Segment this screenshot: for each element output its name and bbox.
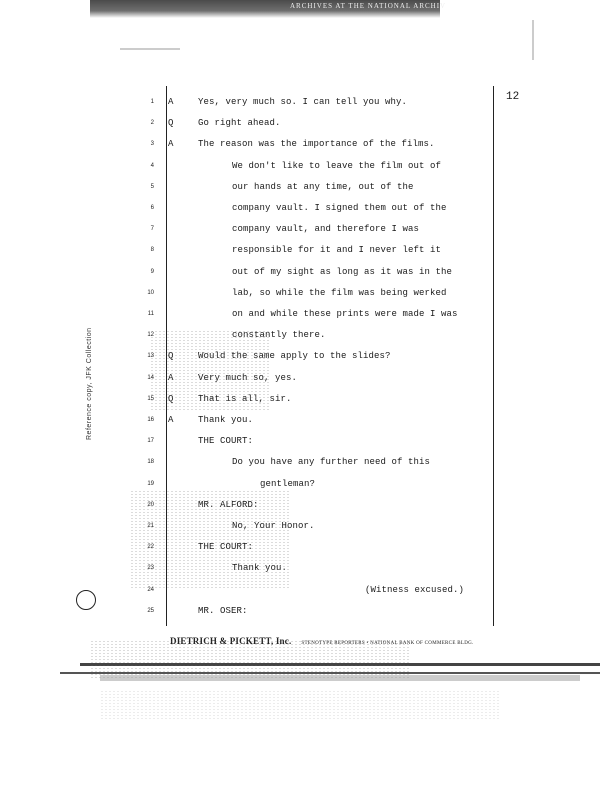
line-number: 14 <box>147 374 154 381</box>
speaker-label: Q <box>168 118 174 129</box>
speaker-label: Q <box>168 393 174 404</box>
transcript-text: The reason was the importance of the films. <box>198 139 435 150</box>
line-number: 23 <box>147 565 154 572</box>
line-number: 7 <box>150 226 154 233</box>
transcript-text: We don't like to leave the film out of <box>232 160 442 171</box>
transcript-text: Do you have any further need of this <box>232 457 431 468</box>
footer <box>170 631 474 649</box>
transcript-text: THE COURT: <box>198 542 254 553</box>
transcript-text: THE COURT: <box>198 436 254 447</box>
punch-hole <box>76 590 96 610</box>
line-number: 16 <box>147 417 154 423</box>
line-number: 4 <box>150 162 154 169</box>
footer-tagline: STENOTYPE REPORTERS • NATIONAL BANK OF COMMERCE BLDG. <box>301 641 474 646</box>
transcript-text: on and while these prints were made I was <box>232 309 458 319</box>
transcript-text: Thank you. <box>198 415 254 425</box>
line-number: 17 <box>147 438 154 445</box>
footer-rule <box>80 663 600 666</box>
transcript-text: (Witness excused.) <box>365 584 465 595</box>
copy-smudge <box>100 675 580 681</box>
transcript-text: Yes, very much so. I can tell you why. <box>198 97 408 107</box>
transcript-text: MR. ALFORD: <box>198 499 259 510</box>
line-number: 19 <box>147 480 154 487</box>
transcript-text: No, Your Honor. <box>232 521 315 531</box>
line-number: 21 <box>147 523 154 529</box>
copy-noise <box>100 690 500 720</box>
transcript-text: constantly there. <box>232 330 326 341</box>
transcript-text: company vault. I signed them out of the <box>232 203 447 213</box>
transcript-text: Very much so, yes. <box>198 372 298 383</box>
line-number: 5 <box>150 183 154 190</box>
speaker-label: A <box>168 139 174 150</box>
copy-smudge <box>120 48 180 50</box>
transcript-text: Go right ahead. <box>198 118 281 129</box>
copy-smudge <box>532 20 534 60</box>
line-number: 18 <box>147 459 154 466</box>
speaker-label: A <box>168 415 174 425</box>
transcript-text: lab, so while the film was being werked <box>232 287 447 298</box>
speaker-label: Q <box>168 351 174 362</box>
line-number: 25 <box>147 607 154 614</box>
line-number: 20 <box>147 501 154 508</box>
line-number: 2 <box>150 120 154 127</box>
transcript-text: out of my sight as long as it was in the <box>232 266 453 277</box>
line-number: 24 <box>147 586 154 593</box>
line-number: 15 <box>147 395 154 402</box>
line-number: 1 <box>150 99 154 105</box>
line-number: 6 <box>150 205 154 211</box>
page-number: 12 <box>506 91 520 103</box>
line-number: 3 <box>150 141 154 148</box>
transcript-text: Would the same apply to the slides? <box>198 351 391 362</box>
transcript-text: our hands at any time, out of the <box>232 181 414 192</box>
line-number: 8 <box>150 247 154 254</box>
transcript-text: company vault, and therefore I was <box>232 224 420 235</box>
transcript-text: Thank you. <box>232 563 288 574</box>
speaker-label: A <box>168 372 174 383</box>
side-stamp: Reference copy, JFK Collection <box>86 327 93 440</box>
line-number: 12 <box>147 332 154 339</box>
speaker-label: A <box>168 97 174 107</box>
transcript-text: MR. OSER: <box>198 605 248 616</box>
line-number: 13 <box>147 353 154 360</box>
transcript-text: gentleman? <box>260 478 316 489</box>
transcript-text: That is all, sir. <box>198 393 292 404</box>
transcript-text: responsible for it and I never left it <box>232 245 442 256</box>
archive-stamp: ARCHIVES AT THE NATIONAL ARCHIV <box>290 2 447 10</box>
line-number: 11 <box>147 311 154 317</box>
line-number: 9 <box>150 268 154 275</box>
footer-firm: DIETRICH & PICKETT, Inc. <box>170 636 292 646</box>
footer-rule-lower <box>60 672 600 674</box>
line-number: 10 <box>147 289 154 296</box>
line-number: 22 <box>147 544 154 551</box>
